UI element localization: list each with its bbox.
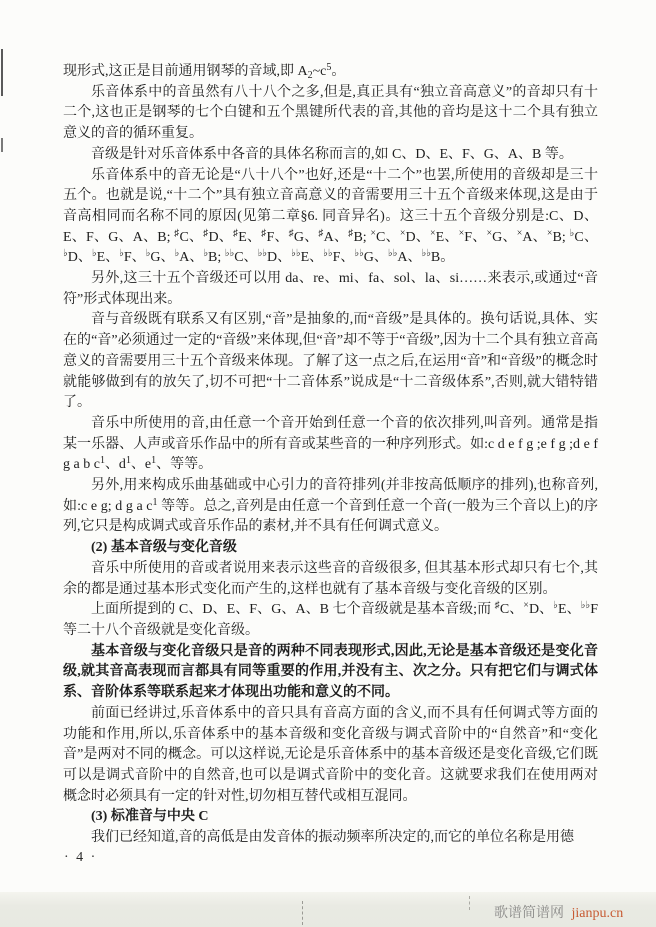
paragraph: 现形式,这正是目前通用钢琴的音域,即 $A_2\sim c^5$。 bbox=[63, 62, 346, 81]
superscript-accidental: ♭♭ bbox=[354, 248, 364, 260]
superscript-accidental: ♯ bbox=[203, 227, 209, 239]
superscript-accidental: ♭ bbox=[145, 248, 151, 260]
watermark bbox=[494, 902, 623, 922]
paragraph: 音级是针对乐音体系中各音的具体名称而言的,如 C、D、E、F、G、A、B 等。 bbox=[91, 146, 573, 162]
scan-edge-artifact bbox=[1, 138, 3, 152]
superscript-accidental: ♯ bbox=[233, 227, 239, 239]
paragraph: 音乐中所使用的音,由任意一个音开始到任意一个音的依次排列,叫音列。通常是指某一乐器、人声或音乐作品中的所有音或某些音的一种序列形式。如:c d e f g ;e f g ;d e f g a b $c^1$、$d^1$、$e^1$、等等。 bbox=[63, 415, 598, 473]
superscript-accidental: ♭♭ bbox=[224, 248, 235, 260]
superscript-accidental: ♭♭ bbox=[323, 248, 333, 260]
superscript-accidental: ♭ bbox=[553, 600, 558, 612]
superscript-accidental: ♭ bbox=[569, 227, 575, 239]
superscript-accidental: × bbox=[430, 227, 436, 239]
superscript-accidental: × bbox=[516, 227, 523, 239]
superscript-accidental: ♯ bbox=[318, 227, 324, 239]
section-heading: (2) 基本音级与变化音级 bbox=[91, 540, 237, 556]
superscript-accidental: × bbox=[486, 227, 493, 239]
paragraph: 前面已经讲过,乐音体系中的音只具有音高方面的含义,而不具有任何调式等方面的功能和作用,所以,乐音体系中的基本音级和变化音级与调式音阶中的“自然音”和“变化音”是两对不同的概念。可以这样说,无论是乐音体系中的基本音级还是变化音级,它们既可以是调式音阶中的自然音,也可以是调式音阶中的变化音。这就要求我们在使用两对概念时必须具有一定的针对性,切勿相互替代或相互混同。 bbox=[63, 705, 598, 804]
scan-dash-artifact bbox=[469, 896, 470, 910]
paragraph: 乐音体系中的音虽然有八十八个之多,但是,真正具有“独立音高意义”的音却只有十二个,这也正是钢琴的七个白键和五个黑键所代表的音,其他的音均是这十二个具有独立意义的音的循环重复。 bbox=[63, 84, 598, 142]
superscript-accidental: ♭ bbox=[63, 248, 68, 260]
superscript-accidental: ♭♭ bbox=[421, 248, 431, 260]
superscript-accidental: ♯ bbox=[261, 227, 267, 239]
page-number: · 4 · bbox=[64, 850, 98, 865]
superscript-accidental: 1 bbox=[151, 455, 157, 467]
superscript-accidental: ♭ bbox=[174, 248, 180, 260]
superscript-accidental: × bbox=[546, 227, 553, 239]
paragraph: 另外,这三十五个音级还可以用 da、re、mi、fa、sol、la、si……来表示,或通过“音符”形式体现出来。 bbox=[63, 271, 598, 307]
superscript-accidental: × bbox=[458, 227, 465, 239]
superscript-accidental: ♯ bbox=[174, 227, 180, 239]
paragraph: 基本音级与变化音级只是音的两种不同表现形式,因此,无论是基本音级还是变化音级,就其音高表现而言都具有同等重要的作用,并没有主、次之分。只有把它们与调式体系、音阶体系等联系起来才体现出功能和意义的不同。 bbox=[63, 643, 598, 701]
watermark-site-name: 歌谱简谱网 bbox=[494, 906, 564, 921]
superscript-accidental: × bbox=[370, 227, 377, 239]
superscript-accidental: ♯ bbox=[288, 227, 294, 239]
superscript-accidental: × bbox=[523, 600, 529, 612]
superscript-accidental: ♭♭ bbox=[257, 248, 267, 260]
subscript-index: 2 bbox=[307, 70, 313, 81]
superscript-accidental: ♯ bbox=[494, 600, 500, 612]
superscript-accidental: ♯ bbox=[348, 227, 354, 239]
superscript-accidental: × bbox=[399, 227, 406, 239]
superscript-accidental: 5 bbox=[326, 62, 332, 73]
superscript-accidental: ♭♭ bbox=[291, 248, 301, 260]
section-heading: (3) 标准音与中央 C bbox=[91, 809, 209, 825]
paragraph: 乐音体系中的音无论是“八十八个”也好,还是“十二个”也罢,所使用的音级却是三十五个。也就是说,“十二个”具有独立音高意义的音需要用三十五个音级来体现,这是由于音高相同而名称不同的原因(见第二章§6. 同音异名)。这三十五个音级分别是:C、D、E、F、G、A、B; ♯C、♯D、♯E、♯F、♯G、♯A、♯B; ×C、×D、×E、×F、×G、×A、×B; ♭C、♭D、♭E、♭F、♭G、♭A、♭B; ♭♭C、♭♭D、♭♭E、♭♭F、♭♭G、♭♭A、♭♭B。 bbox=[63, 167, 598, 266]
superscript-accidental: ♭♭ bbox=[387, 248, 398, 260]
superscript-accidental: ♭♭ bbox=[580, 600, 591, 612]
watermark-site-url: jianpu.cn bbox=[571, 906, 624, 921]
superscript-accidental: 1 bbox=[99, 455, 105, 467]
superscript-accidental: ♭ bbox=[203, 248, 209, 260]
paragraph: 上面所提到的 C、D、E、F、G、A、B 七个音级就是基本音级;而 ♯C、×D、♭E、♭♭F 等二十八个音级就是变化音级。 bbox=[63, 600, 598, 638]
superscript-accidental: ♭ bbox=[91, 248, 97, 260]
scan-edge-artifact bbox=[1, 49, 3, 96]
text-column bbox=[63, 62, 598, 849]
paragraph: 我们已经知道,音的高低是由发音体的振动频率所决定的,而它的单位名称是用德 bbox=[91, 830, 574, 846]
superscript-accidental: ♭ bbox=[119, 248, 124, 260]
superscript-accidental: 1 bbox=[125, 455, 131, 467]
paragraph: 另外,用来构成乐曲基础或中心引力的音符排列(并非按高低顺序的排列),也称音列,如:c e g; d g a $c^1$ 等等。总之,音列是由任意一个音到任意一个音(一般为三个音以上)的序列,它只是构成调式或音乐作品的素材,并不具有任何调式意义。 bbox=[63, 478, 598, 535]
paragraph: 音乐中所使用的音或者说用来表示这些音的音级很多, 但其基本形式却只有七个,其余的都是通过基本形式变化而产生的,这样也就有了基本音级与变化音级的区别。 bbox=[63, 560, 598, 597]
superscript-accidental: 1 bbox=[152, 496, 158, 508]
paragraph: 音与音级既有联系又有区别,“音”是抽象的,而“音级”是具体的。换句话说,具体、实在的“音”必须通过一定的“音级”来体现,但“音”却不等于“音级”,因为十二个具有独立音高意义的音需要用三十五个音级来体现。了解了这一点之后,在运用“音”和“音级”的概念时就能够做到有的放矢了,切不可把“十二音体系”说成是“十二音级体系”,否则,就大错特错了。 bbox=[63, 312, 598, 411]
scan-dash-artifact bbox=[302, 901, 303, 925]
